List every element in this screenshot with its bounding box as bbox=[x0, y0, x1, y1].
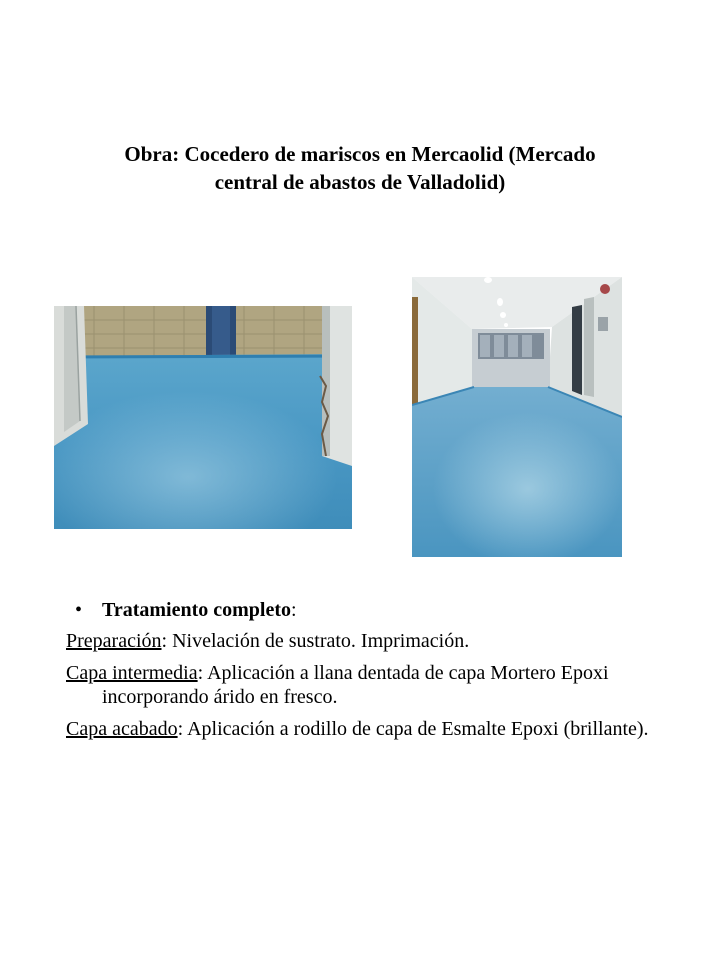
item-label: Capa acabado bbox=[66, 718, 178, 740]
item-finish-layer bbox=[66, 717, 696, 741]
treatment-bullet bbox=[66, 598, 696, 622]
floor-photo-corridor bbox=[412, 277, 622, 557]
item-text: : Nivelación de sustrato. Imprimación. bbox=[161, 630, 470, 652]
title-line-2: central de abastos de Valladolid) bbox=[214, 170, 506, 194]
floor-photo-doorway bbox=[54, 306, 352, 529]
item-preparation bbox=[66, 629, 696, 653]
item-label: Preparación bbox=[66, 630, 162, 652]
item-intermediate-layer bbox=[66, 661, 696, 709]
item-text: : Aplicación a llana dentada de capa Mortero Epoxi incorporando árido en fresco. bbox=[102, 662, 609, 708]
page-title bbox=[60, 140, 660, 196]
bullet-symbol: • bbox=[75, 599, 83, 621]
treatment-description bbox=[66, 598, 696, 749]
title-line-1: Obra: Cocedero de mariscos en Mercaolid (Mercado bbox=[124, 142, 596, 166]
treatment-heading-colon: : bbox=[291, 599, 297, 621]
item-text: : Aplicación a rodillo de capa de Esmalte Epoxi (brillante). bbox=[177, 718, 649, 740]
treatment-heading: Tratamiento completo bbox=[102, 599, 292, 621]
item-label: Capa intermedia bbox=[66, 662, 198, 684]
